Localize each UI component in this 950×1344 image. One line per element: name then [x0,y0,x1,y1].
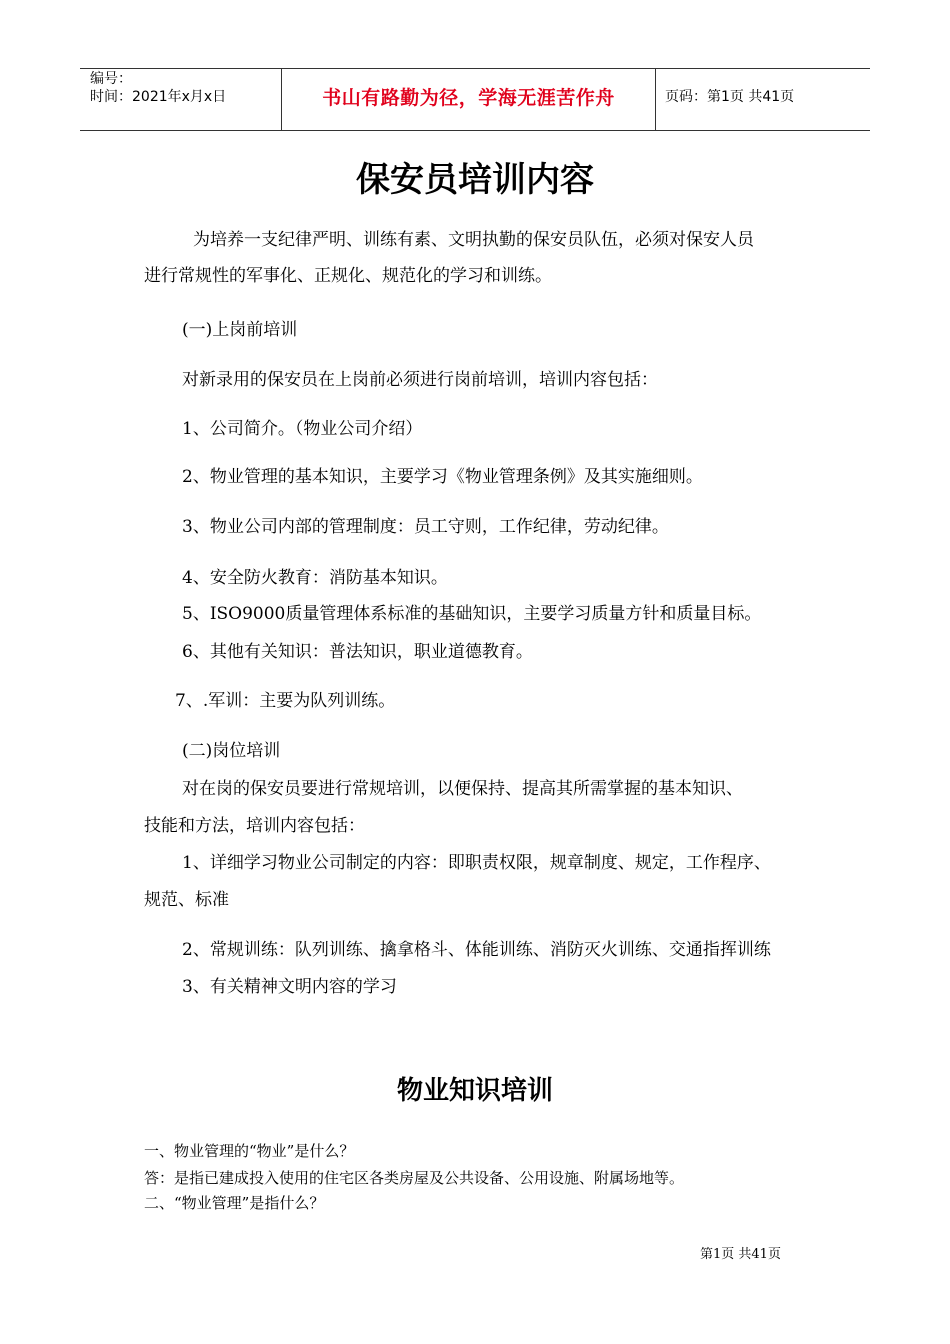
header-meta-cell [80,69,281,130]
document-title: 保安员培训内容 [356,160,594,200]
section-1-intro: 对新录用的保安员在上岗前必须进行岗前培训，培训内容包括： [182,370,658,390]
section-2-heading: (二)岗位培训 [182,741,281,761]
section-1-item: 2、物业管理的基本知识，主要学习《物业管理条例》及其实施细则。 [182,467,703,487]
section-2-item-1-line-2: 规范、标准 [144,890,229,910]
motto-text: 书山有路勤为径，学海无涯苦作舟 [322,87,615,109]
intro-paragraph-line-1: 为培养一支纪律严明、训练有素、文明执勤的保安员队伍，必须对保安人员 [193,230,754,250]
section-2-intro-line-2: 技能和方法，培训内容包括： [144,816,365,836]
header-page-cell [655,69,870,130]
section-1-item: 3、物业公司内部的管理制度：员工守则，工作纪律，劳动纪律。 [182,517,669,537]
section-1-item: 7、.军训：主要为队列训练。 [175,691,396,711]
footer-page-number: 第1页 共41页 [700,1247,781,1262]
section-1-item: 6、其他有关知识：普法知识，职业道德教育。 [182,642,533,662]
intro-paragraph-line-2: 进行常规性的军事化、正规化、规范化的学习和训练。 [144,266,552,286]
section-1-item: 4、安全防火教育：消防基本知识。 [182,568,448,588]
section-1-heading: (一)上岗前培训 [182,320,298,340]
section-title-property-knowledge: 物业知识培训 [396,1076,553,1106]
document-header [80,68,870,131]
section-1-item: 5、ISO9000质量管理体系标准的基础知识，主要学习质量方针和质量目标。 [182,604,762,624]
faq-question: 一、物业管理的“物业”是什么？ [144,1142,355,1160]
section-2-intro-line-1: 对在岗的保安员要进行常规培训，以便保持、提高其所需掌握的基本知识、 [182,779,743,799]
faq-question: 二、“物业管理”是指什么？ [144,1194,325,1212]
section-1-item: 1、公司简介。（物业公司介绍） [182,419,423,439]
section-2-item-2: 2、常规训练：队列训练、擒拿格斗、体能训练、消防灭火训练、交通指挥训练 [182,940,771,960]
faq-answer: 答：是指已建成投入使用的住宅区各类房屋及公共设备、公用设施、附属场地等。 [144,1169,685,1187]
serial-number-label: 编号： [90,71,132,87]
section-2-item-1-line-1: 1、详细学习物业公司制定的内容：即职责权限，规章制度、规定，工作程序、 [182,853,771,873]
date-label: 时间：2021年x月x日 [90,89,227,105]
header-motto-cell [281,69,656,130]
header-page-number: 页码：第1页 共41页 [665,89,795,105]
section-2-item-3: 3、有关精神文明内容的学习 [182,977,397,997]
